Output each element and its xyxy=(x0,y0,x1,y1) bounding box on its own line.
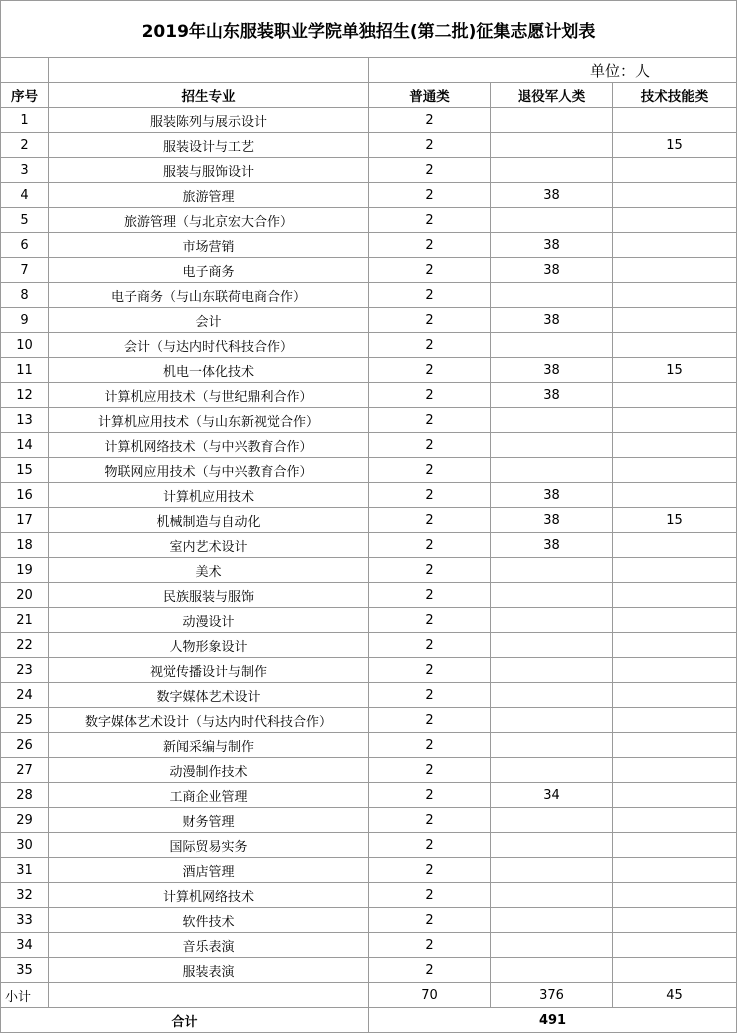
row-seq: 30 xyxy=(1,833,49,858)
row-major: 旅游管理 xyxy=(49,183,369,208)
row-seq: 15 xyxy=(1,458,49,483)
row-skill xyxy=(613,408,737,433)
unit-label: 单位：人 xyxy=(369,58,737,83)
row-seq: 11 xyxy=(1,358,49,383)
row-skill xyxy=(613,158,737,183)
row-major: 计算机应用技术（与世纪鼎利合作） xyxy=(49,383,369,408)
row-skill xyxy=(613,658,737,683)
row-major: 民族服装与服饰 xyxy=(49,583,369,608)
table-row xyxy=(1,458,737,483)
row-seq: 26 xyxy=(1,733,49,758)
subtotal-label: 小计 xyxy=(1,983,49,1008)
row-skill xyxy=(613,958,737,983)
table-row xyxy=(1,333,737,358)
row-regular: 2 xyxy=(369,833,491,858)
row-skill xyxy=(613,933,737,958)
unit-blank-cell xyxy=(1,58,49,83)
row-regular: 2 xyxy=(369,758,491,783)
row-veteran xyxy=(491,158,613,183)
table-row xyxy=(1,358,737,383)
row-veteran xyxy=(491,283,613,308)
row-skill xyxy=(613,433,737,458)
row-veteran xyxy=(491,708,613,733)
row-skill xyxy=(613,608,737,633)
subtotal-blank xyxy=(49,983,369,1008)
row-regular: 2 xyxy=(369,533,491,558)
row-major: 会计（与达内时代科技合作） xyxy=(49,333,369,358)
table-row xyxy=(1,108,737,133)
table-row xyxy=(1,258,737,283)
row-seq: 28 xyxy=(1,783,49,808)
subtotal-skill: 45 xyxy=(613,983,737,1008)
row-regular: 2 xyxy=(369,883,491,908)
table-row xyxy=(1,933,737,958)
row-seq: 24 xyxy=(1,683,49,708)
row-skill xyxy=(613,233,737,258)
subtotal-regular: 70 xyxy=(369,983,491,1008)
row-regular: 2 xyxy=(369,508,491,533)
row-veteran xyxy=(491,908,613,933)
row-seq: 12 xyxy=(1,383,49,408)
row-major: 软件技术 xyxy=(49,908,369,933)
row-veteran: 38 xyxy=(491,183,613,208)
table-row xyxy=(1,308,737,333)
header-regular: 普通类 xyxy=(369,83,491,108)
row-veteran: 38 xyxy=(491,358,613,383)
table-row xyxy=(1,633,737,658)
table-row xyxy=(1,158,737,183)
row-seq: 29 xyxy=(1,808,49,833)
row-major: 市场营销 xyxy=(49,233,369,258)
header-row xyxy=(1,83,737,108)
row-veteran xyxy=(491,108,613,133)
row-major: 电子商务 xyxy=(49,258,369,283)
row-veteran xyxy=(491,433,613,458)
row-major: 工商企业管理 xyxy=(49,783,369,808)
table-row xyxy=(1,508,737,533)
unit-row xyxy=(1,58,737,83)
row-skill xyxy=(613,758,737,783)
row-seq: 1 xyxy=(1,108,49,133)
row-seq: 18 xyxy=(1,533,49,558)
row-regular: 2 xyxy=(369,633,491,658)
row-major: 计算机应用技术（与山东新视觉合作） xyxy=(49,408,369,433)
table-row xyxy=(1,733,737,758)
row-regular: 2 xyxy=(369,608,491,633)
row-regular: 2 xyxy=(369,583,491,608)
row-major: 数字媒体艺术设计 xyxy=(49,683,369,708)
row-major: 数字媒体艺术设计（与达内时代科技合作） xyxy=(49,708,369,733)
row-skill xyxy=(613,858,737,883)
row-major: 酒店管理 xyxy=(49,858,369,883)
row-regular: 2 xyxy=(369,558,491,583)
row-regular: 2 xyxy=(369,358,491,383)
row-major: 美术 xyxy=(49,558,369,583)
table-row xyxy=(1,183,737,208)
row-veteran xyxy=(491,633,613,658)
row-seq: 35 xyxy=(1,958,49,983)
row-seq: 9 xyxy=(1,308,49,333)
row-skill xyxy=(613,208,737,233)
row-veteran xyxy=(491,683,613,708)
row-veteran xyxy=(491,858,613,883)
row-skill xyxy=(613,708,737,733)
row-veteran: 34 xyxy=(491,783,613,808)
row-major: 机电一体化技术 xyxy=(49,358,369,383)
row-seq: 6 xyxy=(1,233,49,258)
row-seq: 5 xyxy=(1,208,49,233)
row-veteran: 38 xyxy=(491,533,613,558)
row-major: 物联网应用技术（与中兴教育合作） xyxy=(49,458,369,483)
row-veteran: 38 xyxy=(491,258,613,283)
row-veteran xyxy=(491,558,613,583)
row-seq: 19 xyxy=(1,558,49,583)
row-skill xyxy=(613,633,737,658)
row-veteran: 38 xyxy=(491,483,613,508)
row-skill xyxy=(613,383,737,408)
row-veteran xyxy=(491,933,613,958)
row-skill xyxy=(613,308,737,333)
row-major: 机械制造与自动化 xyxy=(49,508,369,533)
row-veteran xyxy=(491,958,613,983)
row-seq: 17 xyxy=(1,508,49,533)
row-regular: 2 xyxy=(369,808,491,833)
subtotal-row xyxy=(1,983,737,1008)
row-major: 国际贸易实务 xyxy=(49,833,369,858)
total-value: 491 xyxy=(369,1008,737,1033)
row-veteran xyxy=(491,833,613,858)
row-regular: 2 xyxy=(369,283,491,308)
row-major: 计算机网络技术 xyxy=(49,883,369,908)
row-regular: 2 xyxy=(369,858,491,883)
row-skill xyxy=(613,558,737,583)
row-skill xyxy=(613,833,737,858)
row-seq: 33 xyxy=(1,908,49,933)
row-regular: 2 xyxy=(369,308,491,333)
table-row xyxy=(1,558,737,583)
row-seq: 22 xyxy=(1,633,49,658)
row-regular: 2 xyxy=(369,233,491,258)
row-veteran xyxy=(491,133,613,158)
table-row xyxy=(1,533,737,558)
row-veteran: 38 xyxy=(491,508,613,533)
row-seq: 8 xyxy=(1,283,49,308)
table-row xyxy=(1,708,737,733)
row-regular: 2 xyxy=(369,208,491,233)
row-major: 视觉传播设计与制作 xyxy=(49,658,369,683)
unit-blank-cell xyxy=(49,58,369,83)
row-regular: 2 xyxy=(369,933,491,958)
total-row xyxy=(1,1008,737,1033)
row-regular: 2 xyxy=(369,108,491,133)
table-row xyxy=(1,233,737,258)
table-row xyxy=(1,658,737,683)
row-regular: 2 xyxy=(369,783,491,808)
row-skill xyxy=(613,883,737,908)
header-veteran: 退役军人类 xyxy=(491,83,613,108)
row-major: 动漫设计 xyxy=(49,608,369,633)
row-major: 服装表演 xyxy=(49,958,369,983)
row-veteran xyxy=(491,883,613,908)
row-major: 财务管理 xyxy=(49,808,369,833)
row-seq: 13 xyxy=(1,408,49,433)
title-row xyxy=(1,1,737,58)
row-skill xyxy=(613,258,737,283)
row-skill xyxy=(613,908,737,933)
header-major: 招生专业 xyxy=(49,83,369,108)
table-row xyxy=(1,383,737,408)
row-seq: 10 xyxy=(1,333,49,358)
subtotal-veteran: 376 xyxy=(491,983,613,1008)
row-major: 服装设计与工艺 xyxy=(49,133,369,158)
row-veteran xyxy=(491,658,613,683)
row-skill xyxy=(613,108,737,133)
row-seq: 31 xyxy=(1,858,49,883)
table-row xyxy=(1,908,737,933)
table-row xyxy=(1,758,737,783)
row-major: 会计 xyxy=(49,308,369,333)
row-seq: 4 xyxy=(1,183,49,208)
row-regular: 2 xyxy=(369,483,491,508)
row-seq: 3 xyxy=(1,158,49,183)
table-row xyxy=(1,783,737,808)
row-regular: 2 xyxy=(369,258,491,283)
row-regular: 2 xyxy=(369,183,491,208)
row-seq: 32 xyxy=(1,883,49,908)
row-veteran xyxy=(491,583,613,608)
row-major: 计算机网络技术（与中兴教育合作） xyxy=(49,433,369,458)
table-row xyxy=(1,683,737,708)
row-seq: 21 xyxy=(1,608,49,633)
row-major: 室内艺术设计 xyxy=(49,533,369,558)
table-row xyxy=(1,283,737,308)
table-row xyxy=(1,808,737,833)
table-row xyxy=(1,858,737,883)
row-regular: 2 xyxy=(369,958,491,983)
row-major: 音乐表演 xyxy=(49,933,369,958)
row-regular: 2 xyxy=(369,458,491,483)
row-seq: 34 xyxy=(1,933,49,958)
row-veteran xyxy=(491,733,613,758)
header-skill: 技术技能类 xyxy=(613,83,737,108)
row-skill: 15 xyxy=(613,358,737,383)
row-regular: 2 xyxy=(369,908,491,933)
row-major: 人物形象设计 xyxy=(49,633,369,658)
total-label: 合计 xyxy=(1,1008,369,1033)
row-major: 服装陈列与展示设计 xyxy=(49,108,369,133)
row-veteran: 38 xyxy=(491,233,613,258)
row-veteran xyxy=(491,608,613,633)
row-seq: 14 xyxy=(1,433,49,458)
row-seq: 27 xyxy=(1,758,49,783)
row-major: 计算机应用技术 xyxy=(49,483,369,508)
row-regular: 2 xyxy=(369,683,491,708)
header-seq: 序号 xyxy=(1,83,49,108)
table-row xyxy=(1,408,737,433)
table-row xyxy=(1,833,737,858)
row-skill xyxy=(613,783,737,808)
table-row xyxy=(1,483,737,508)
row-veteran xyxy=(491,808,613,833)
row-seq: 20 xyxy=(1,583,49,608)
row-skill xyxy=(613,483,737,508)
row-veteran: 38 xyxy=(491,308,613,333)
row-seq: 16 xyxy=(1,483,49,508)
row-regular: 2 xyxy=(369,158,491,183)
row-regular: 2 xyxy=(369,383,491,408)
row-skill xyxy=(613,683,737,708)
table-row xyxy=(1,133,737,158)
row-seq: 7 xyxy=(1,258,49,283)
table-row xyxy=(1,958,737,983)
row-veteran xyxy=(491,408,613,433)
row-skill: 15 xyxy=(613,133,737,158)
table-row xyxy=(1,433,737,458)
row-regular: 2 xyxy=(369,433,491,458)
row-regular: 2 xyxy=(369,408,491,433)
table-row xyxy=(1,583,737,608)
row-skill xyxy=(613,733,737,758)
row-major: 新闻采编与制作 xyxy=(49,733,369,758)
row-seq: 23 xyxy=(1,658,49,683)
row-regular: 2 xyxy=(369,133,491,158)
row-regular: 2 xyxy=(369,733,491,758)
table-row xyxy=(1,608,737,633)
row-veteran: 38 xyxy=(491,383,613,408)
table-row xyxy=(1,883,737,908)
row-skill: 15 xyxy=(613,508,737,533)
row-skill xyxy=(613,583,737,608)
page-title: 2019年山东服装职业学院单独招生(第二批)征集志愿计划表 xyxy=(1,1,737,58)
row-regular: 2 xyxy=(369,708,491,733)
row-major: 服装与服饰设计 xyxy=(49,158,369,183)
row-skill xyxy=(613,808,737,833)
row-seq: 2 xyxy=(1,133,49,158)
row-major: 旅游管理（与北京宏大合作） xyxy=(49,208,369,233)
row-veteran xyxy=(491,458,613,483)
row-major: 电子商务（与山东联荷电商合作） xyxy=(49,283,369,308)
row-skill xyxy=(613,183,737,208)
row-veteran xyxy=(491,758,613,783)
row-major: 动漫制作技术 xyxy=(49,758,369,783)
row-seq: 25 xyxy=(1,708,49,733)
row-veteran xyxy=(491,333,613,358)
row-regular: 2 xyxy=(369,333,491,358)
table-row xyxy=(1,208,737,233)
row-skill xyxy=(613,458,737,483)
row-skill xyxy=(613,333,737,358)
row-skill xyxy=(613,283,737,308)
row-veteran xyxy=(491,208,613,233)
row-regular: 2 xyxy=(369,658,491,683)
row-skill xyxy=(613,533,737,558)
